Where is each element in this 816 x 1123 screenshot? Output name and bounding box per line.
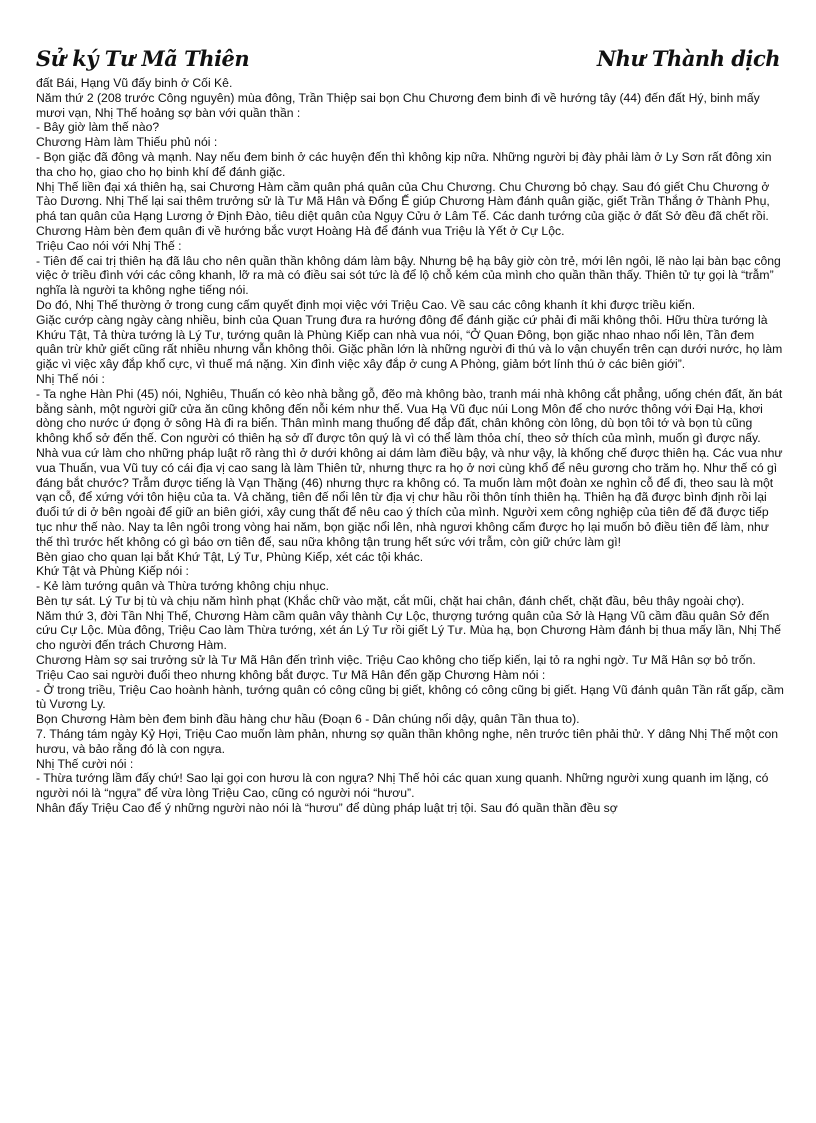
- paragraph: - Bọn giặc đã đông và mạnh. Nay nếu đem binh ở các huyện đến thì không kịp nữa. Những người bị đày phải làm ở Ly Sơn rất đông xin tha cho họ, giao cho họ binh khí để đánh giặc.: [36, 149, 772, 179]
- paragraph: Bọn Chương Hàm bèn đem binh đầu hàng chư hầu (Đoạn 6 - Dân chúng nổi dậy, quân Tần thua to).: [36, 712, 580, 727]
- paragraph: Do đó, Nhị Thế thường ở trong cung cấm quyết định mọi việc với Triệu Cao. Về sau các công khanh ít khi được triều kiến.: [36, 297, 696, 312]
- paragraph: - Tiên đế cai trị thiên hạ đã lâu cho nên quần thần không dám làm bậy. Nhưng bệ hạ bây giờ còn trẻ, mới lên ngôi, lẽ nào lại bàn bạc công việc ở triều đình với các công khanh, lỡ ra mà có điều sai sót tức là để lộ chỗ kém của mình cho quần thần thấy. Thiên tử tự gọi là “trẫm” nghĩa là người ta không nghe tiếng nói.: [36, 253, 781, 298]
- paragraph: Nhị Thế cười nói :: [36, 756, 134, 771]
- document-body: [36, 76, 784, 816]
- paragraph: Triệu Cao nói với Nhị Thế :: [36, 238, 182, 253]
- paragraph: Nhân đấy Triệu Cao để ý những người nào nói là “hươu” để dùng pháp luật trị tội. Sau đó quần thần đều sợ: [36, 801, 618, 816]
- paragraph: đất Bái, Hạng Vũ đấy binh ở Cối Kê.: [36, 76, 233, 90]
- paragraph: Nhị Thế liền đại xá thiên hạ, sai Chương Hàm cầm quân phá quân của Chu Chương. Chu Chương bỏ chạy. Sau đó giết Chu Chương ở Tào Dương. Nhị Thế lại sai thêm trưởng sử là Tư Mã Hân và Đổng Ế giúp Chương Hàm đánh quân giặc, giết Trần Thắng ở Thành Phụ, phá tan quân của Hạng Lương ở Định Đào, tiêu diệt quân của Ngụy Cửu ở Lâm Tế. Các danh tướng của giặc ở đất Sở đều đã chết rồi. Chương Hàm bèn đem quân đi về hướng bắc vượt Hoàng Hà để đánh vua Triệu là Yết ở Cự Lộc.: [36, 179, 770, 238]
- paragraph: Năm thứ 3, đời Tần Nhị Thế, Chương Hàm cầm quân vây thành Cự Lộc, thượng tướng quân của Sở là Hạng Vũ cầm đầu quân Sở đến cứu Cự Lộc. Mùa đông, Triệu Cao làm Thừa tướng, xét án Lý Tư rồi giết Lý Tư. Mùa hạ, bọn Chương Hàm đánh bị thua mấy lần, Nhị Thế cho người đến trách Chương Hàm.: [36, 608, 781, 653]
- paragraph: Nhị Thế nói :: [36, 371, 105, 386]
- paragraph: Năm thứ 2 (208 trước Công nguyên) mùa đông, Trần Thiệp sai bọn Chu Chương đem binh đi về hướng tây (44) đến đất Hý, binh mấy mươi vạn, Nhị Thế hoảng sợ bàn với quần thần :: [36, 90, 760, 120]
- paragraph: Khứ Tật và Phùng Kiếp nói :: [36, 564, 189, 579]
- paragraph: Chương Hàm làm Thiếu phủ nói :: [36, 135, 218, 150]
- paragraph: 7. Tháng tám ngày Kỷ Hợi, Triệu Cao muốn làm phản, nhưng sợ quần thần không nghe, nên trước tiên phải thử. Y dâng Nhị Thế một con hươu, và bảo rằng đó là con ngựa.: [36, 727, 779, 756]
- paragraph: - Ta nghe Hàn Phi (45) nói, Nghiêu, Thuấn có kèo nhà bằng gỗ, đẽo mà không bào, tranh mái nhà không cắt phẳng, uống chén đất, ăn bát bằng sành, một người giữ cửa ăn cũng không đến nỗi kém như thế. Vua Hạ Vũ đục núi Long Môn để cho nước thông với Đại Hạ, khơi dòng cho nước ứ đọng ở sông Hà đi ra biển. Thân mình mang thuổng để đắp đất, chân không còn lông, dù bọn tôi tớ và bọn tù cũng không khổ sở đến thế. Con người có thiên hạ sở dĩ được tôn quý là vì có thể làm thỏa chí, theo sở thích của mình, muốn gì được nấy. Nhà vua cứ làm cho những pháp luật rõ ràng thì ở dưới không ai dám làm điều bậy, và như vậy, là khống chế được thiên hạ. Các vua như vua Thuấn, vua Vũ tuy có cái địa vị cao sang là làm Thiên tử, nhưng thực ra họ ở nơi cùng khổ để nêu gương cho trăm họ. Như thế có gì đáng bắt chước? Trẫm được tiếng là Vạn Thặng (46) nhưng thực ra không có. Ta muốn làm một đoàn xe nghìn cỗ để đi, theo sau là một vạn cỗ, để xứng với tôn hiệu của ta. Vả chăng, tiên đế nổi lên từ địa vị chư hầu rồi thôn tính thiên hạ. Thiên hạ đã được bình định rồi lại đuổi tứ di ở bên ngoài để giữ an biên giới, xây cung thất để nêu cao ý thích của mình. Người xem công nghiệp của tiên đế đã được tiếp tục như thế nào. Nay ta lên ngôi trong vòng hai năm, bọn giặc nổi lên, nhà ngươi không cấm được họ lại muốn bỏ điều tiên đế làm, như thế thì trước hết không có gì báo ơn tiên đế, sau nữa không tận trung hết sức với trẫm, còn giữ chức làm gì!: [36, 386, 783, 549]
- paragraph: - Kẻ làm tướng quân và Thừa tướng không chịu nhục.: [36, 579, 329, 594]
- paragraph: Chương Hàm sợ sai trưởng sử là Tư Mã Hân đến trình việc. Triệu Cao không cho tiếp kiến, lại tỏ ra nghi ngờ. Tư Mã Hân sợ bỏ trốn. Triệu Cao sai người đuổi theo nhưng không bắt được. Tư Mã Hân đến gặp Chương Hàm nói :: [36, 653, 756, 682]
- paragraph: Giặc cướp càng ngày càng nhiều, binh của Quan Trung đưa ra hướng đông để đánh giặc cứ phải đi mãi không thôi. Hữu thừa tướng là Khứu Tật, Tả thừa tướng là Lý Tư, tướng quân là Phùng Kiếp can nhà vua nói, “Ở Quan Đông, bọn giặc nhao nhao nổi lên, Tần đem quân trừ khử giết cũng rất nhiều nhưng vẫn không thôi. Giặc phần lớn là những người đi thú và lo vận chuyển trên cạn dưới nước, họ làm giặc vì việc xây đắp khổ cực, vì thuế má nặng. Xin đình việc xây đắp ở cung A Phòng, giảm bớt lính thú ở các biên giới”.: [36, 312, 783, 372]
- paragraph: Bèn giao cho quan lại bắt Khứ Tật, Lý Tư, Phùng Kiếp, xét các tội khác.: [36, 549, 424, 564]
- paragraph: - Ở trong triều, Triệu Cao hoành hành, tướng quân có công cũng bị giết, không có công cũng bị giết. Hạng Vũ đánh quân Tần rất gấp, cầm tù Vương Ly.: [36, 682, 784, 712]
- paragraph: - Thừa tướng lầm đấy chứ! Sao lại gọi con hươu là con ngựa? Nhị Thế hỏi các quan xung quanh. Những người xung quanh im lặng, có người nói là “ngựa” để vừa lòng Triệu Cao, cũng có người nói “hươu”.: [36, 771, 769, 801]
- paragraph: Bèn tự sát. Lý Tư bị tù và chịu năm hình phạt (Khắc chữ vào mặt, cắt mũi, chặt hai chân, đánh chết, chặt đầu, bêu thây ngoài chợ).: [36, 593, 745, 608]
- header-book-title: Sử ký Tư Mã Thiên: [36, 46, 250, 71]
- header-translator: Như Thành dịch: [596, 46, 780, 71]
- paragraph: - Bây giờ làm thế nào?: [36, 120, 160, 135]
